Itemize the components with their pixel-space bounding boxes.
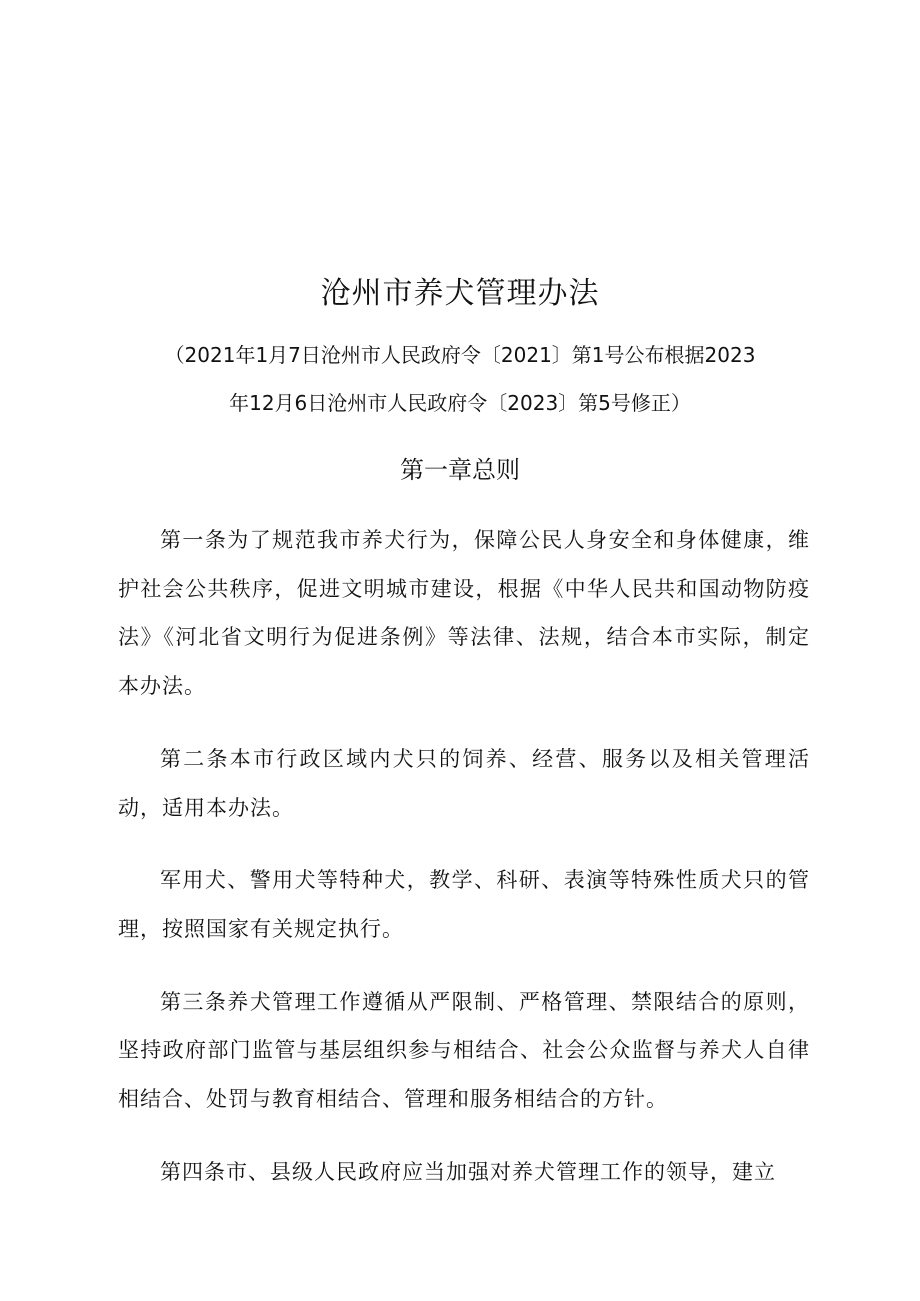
document-body xyxy=(118,516,810,1220)
subtitle-line-2: 年12月6日沧州市人民政府令〔2023〕第5号修正） xyxy=(229,391,691,415)
paragraph: 第一条为了规范我市养犬行为，保障公民人身安全和身体健康，维护社会公共秩序，促进文明城市建设，根据《中华人民共和国动物防疫法》《河北省文明行为促进条例》等法律、法规，结合本市实际，制定本办法。 xyxy=(118,528,810,699)
chapter-heading: 第一章总则 xyxy=(400,456,520,484)
paragraph: 第二条本市行政区域内犬只的饲养、经营、服务以及相关管理活动，适用本办法。 xyxy=(118,746,810,820)
paragraph: 第三条养犬管理工作遵循从严限制、严格管理、禁限结合的原则，坚持政府部门监管与基层组织参与相结合、社会公众监督与养犬人自律相结合、处罚与教育相结合、管理和服务相结合的方针。 xyxy=(118,989,810,1112)
paragraph: 第四条市、县级人民政府应当加强对养犬管理工作的领导，建立 xyxy=(160,1159,776,1184)
document-subtitle xyxy=(0,331,920,427)
subtitle-line-1: （2021年1月7日沧州市人民政府令〔2021〕第1号公布根据2023 xyxy=(164,343,756,367)
paragraph: 军用犬、警用犬等特种犬，教学、科研、表演等特殊性质犬只的管理，按照国家有关规定执行。 xyxy=(118,868,810,941)
document-title: 沧州市养犬管理办法 xyxy=(320,276,600,311)
